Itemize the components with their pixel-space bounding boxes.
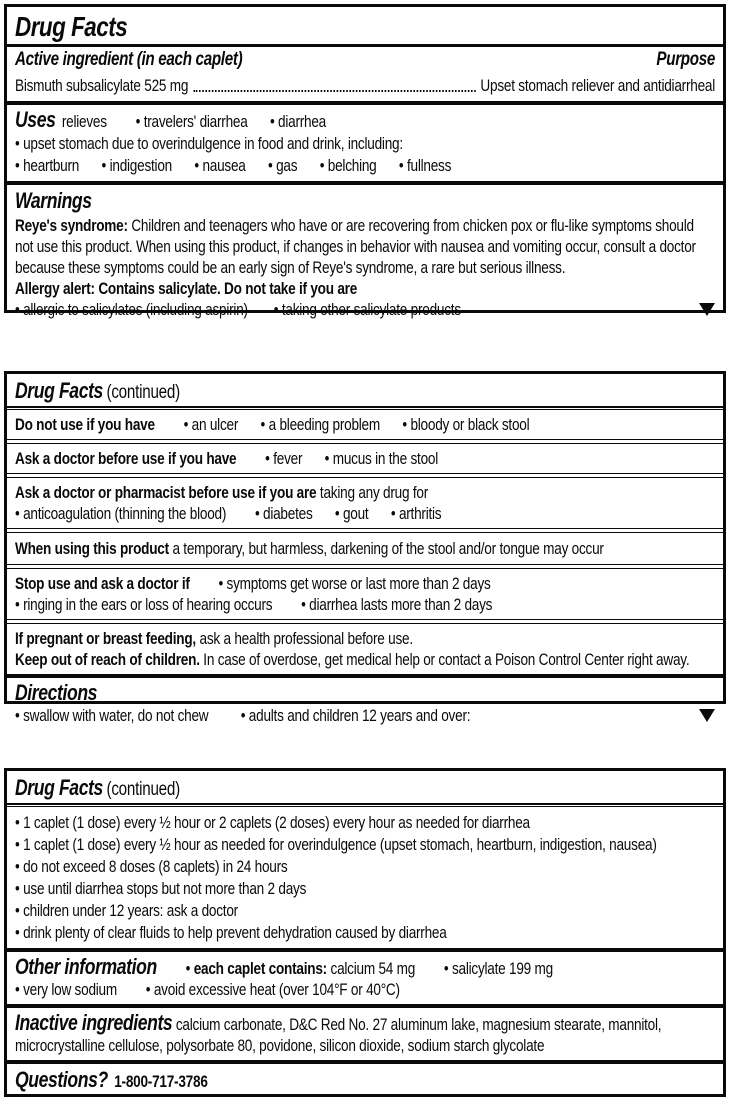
uses-section xyxy=(7,105,723,181)
do-not-use-item: • a bleeding problem xyxy=(261,414,380,435)
stop-use-section xyxy=(7,569,723,619)
do-not-use-label: Do not use if you have xyxy=(15,415,155,434)
do-not-use-item: • bloody or black stool xyxy=(402,414,529,435)
ask-doctor-row xyxy=(7,444,723,473)
panel-header xyxy=(7,374,723,406)
dosing-item: • 1 caplet (1 dose) every ½ hour as needed for overindulgence (upset stomach, heartburn, indigestion, nausea) xyxy=(15,834,715,856)
inactive-ingredients-heading: Inactive ingredients xyxy=(15,1010,173,1035)
dosing-item: • do not exceed 8 doses (8 caplets) in 24 hours xyxy=(15,856,715,878)
directions-section xyxy=(7,678,723,730)
pregnancy-label: If pregnant or breast feeding, xyxy=(15,629,196,648)
panel-header xyxy=(7,771,723,803)
continued-label: (continued) xyxy=(106,382,180,403)
caplet-contains-value: calcium 54 mg xyxy=(330,959,416,978)
other-information-section xyxy=(7,952,723,1004)
dosing-section xyxy=(7,807,723,948)
dosing-item: • children under 12 years: ask a doctor xyxy=(15,900,715,922)
keep-out-line xyxy=(15,649,715,670)
allergy-items xyxy=(15,299,689,320)
ask-doctor-label: Ask a doctor before use if you have xyxy=(15,449,237,468)
uses-heading: Uses xyxy=(15,107,56,132)
when-using-row xyxy=(7,533,723,564)
purpose-heading: Purpose xyxy=(656,49,715,70)
questions-section xyxy=(7,1064,723,1096)
dotted-leader xyxy=(193,90,476,92)
drug-facts-title: Drug Facts xyxy=(15,11,128,42)
stop-use-item: • symptoms get worse or last more than 2 days xyxy=(218,573,490,594)
active-ingredient-row xyxy=(7,73,723,101)
stop-use-item: • ringing in the ears or loss of hearing occurs xyxy=(15,594,272,615)
drug-facts-title: Drug Facts xyxy=(15,775,103,800)
ask-pharmacist-section xyxy=(7,478,723,528)
warnings-heading-row xyxy=(15,188,715,215)
dosing-item: • drink plenty of clear fluids to help prevent dehydration caused by diarrhea xyxy=(15,922,715,944)
drug-facts-panel-main xyxy=(4,4,726,319)
pregnancy-section xyxy=(7,624,723,674)
reyes-text: Children and teenagers who have or are recovering from chicken pox or flu-like symptoms should not use this product. When using this product, if changes in behavior with nausea and vomiting occur, consult a doctor because these symptoms could be an early sign of Reye's syndrome, a rare but serious illness. xyxy=(15,216,696,277)
inactive-ingredients-section xyxy=(7,1008,723,1060)
warnings-heading: Warnings xyxy=(15,188,92,213)
allergy-alert-line: Allergy alert: Contains salicylate. Do not take if you are xyxy=(15,279,358,298)
questions-phone: 1-800-717-3786 xyxy=(114,1072,208,1091)
directions-items-row xyxy=(15,705,715,726)
uses-item: • nausea xyxy=(194,155,245,177)
uses-item: • fullness xyxy=(399,155,451,177)
ask-doctor-item: • mucus in the stool xyxy=(325,448,438,469)
continued-label: (continued) xyxy=(106,779,180,800)
uses-item: • upset stomach due to overindulgence in food and drink, including: xyxy=(15,134,403,153)
other-information-heading: Other information xyxy=(15,954,157,979)
other-information-item xyxy=(186,958,415,979)
reyes-paragraph xyxy=(15,215,715,278)
do-not-use-item: • an ulcer xyxy=(184,414,239,435)
questions-heading: Questions? xyxy=(15,1067,108,1092)
dosing-item: • 1 caplet (1 dose) every ½ hour or 2 caplets (2 doses) every hour as needed for diarrhea xyxy=(15,812,715,834)
other-information-heading-row xyxy=(15,955,715,979)
dosing-item: • use until diarrhea stops but not more than 2 days xyxy=(15,878,715,900)
uses-heading-row xyxy=(15,108,715,133)
pregnancy-line xyxy=(15,628,715,649)
directions-item: • adults and children 12 years and over: xyxy=(241,706,471,725)
ask-pharmacist-label: Ask a doctor or pharmacist before use if you are xyxy=(15,483,317,502)
allergy-item: • allergic to salicylates (including aspirin) xyxy=(15,300,248,319)
uses-item: • heartburn xyxy=(15,155,79,177)
active-ingredient-heading: Active ingredient (in each caplet) xyxy=(15,49,243,70)
ask-pharmacist-items-row xyxy=(15,503,715,524)
uses-bullet-line xyxy=(15,133,715,155)
allergy-bullet-row xyxy=(15,299,715,320)
directions-heading: Directions xyxy=(15,680,98,705)
uses-item: • belching xyxy=(320,155,377,177)
uses-item: • gas xyxy=(268,155,297,177)
stop-use-label: Stop use and ask a doctor if xyxy=(15,574,190,593)
warnings-section xyxy=(7,185,723,324)
ask-pharmacist-item: • anticoagulation (thinning the blood) xyxy=(15,503,226,524)
reyes-label: Reye's syndrome: xyxy=(15,216,128,235)
drug-facts-title: Drug Facts xyxy=(15,378,103,403)
directions-heading-row xyxy=(15,681,715,705)
ingredient-name: Bismuth subsalicylate 525 mg xyxy=(15,76,189,95)
directions-items xyxy=(15,705,689,726)
stop-use-item: • diarrhea lasts more than 2 days xyxy=(301,594,492,615)
uses-intro: relieves xyxy=(61,112,107,131)
uses-symptom-row xyxy=(15,155,715,177)
ask-pharmacist-item: • arthritis xyxy=(391,503,442,524)
other-information-item: • very low sodium xyxy=(15,979,117,1000)
keep-out-label: Keep out of reach of children. xyxy=(15,650,200,669)
when-using-text: a temporary, but harmless, darkening of the stool and/or tongue may occur xyxy=(172,539,604,558)
ask-pharmacist-text: taking any drug for xyxy=(319,483,429,502)
continue-arrow-icon xyxy=(699,709,715,722)
directions-item: • swallow with water, do not chew xyxy=(15,706,208,725)
other-information-item: • salicylate 199 mg xyxy=(444,958,553,979)
other-information-item: • avoid excessive heat (over 104°F or 40°C) xyxy=(146,979,400,1000)
other-information-row2 xyxy=(15,979,715,1000)
keep-out-text: In case of overdose, get medical help or contact a Poison Control Center right away. xyxy=(203,650,690,669)
ask-pharmacist-item: • gout xyxy=(335,503,369,524)
panel-header xyxy=(7,7,723,44)
uses-item: • indigestion xyxy=(102,155,172,177)
ingredient-purpose: Upset stomach reliever and antidiarrheal xyxy=(480,76,715,95)
do-not-use-row xyxy=(7,410,723,439)
when-using-label: When using this product xyxy=(15,539,169,558)
drug-facts-panel-continued-2 xyxy=(4,768,726,1097)
ask-pharmacist-line xyxy=(15,482,715,503)
stop-use-row2 xyxy=(15,594,715,615)
continue-arrow-icon xyxy=(699,303,715,316)
active-ingredient-header-row xyxy=(7,47,723,73)
uses-item: • diarrhea xyxy=(270,111,326,133)
drug-facts-panel-continued-1 xyxy=(4,371,726,725)
ask-pharmacist-item: • diabetes xyxy=(255,503,313,524)
uses-item: • travelers' diarrhea xyxy=(136,111,248,133)
caplet-contains-label: each caplet contains: xyxy=(193,959,327,978)
allergy-item: • taking other salicylate products xyxy=(274,300,461,319)
ask-doctor-item: • fever xyxy=(265,448,302,469)
pregnancy-text: ask a health professional before use. xyxy=(199,629,413,648)
stop-use-row xyxy=(15,573,715,594)
inactive-ingredients-text: calcium carbonate, D&C Red No. 27 aluminum lake, magnesium stearate, mannitol, microcrystalline cellulose, polysorbate 80, povidone, silicon dioxide, sodium starch glycolate xyxy=(15,1015,662,1055)
